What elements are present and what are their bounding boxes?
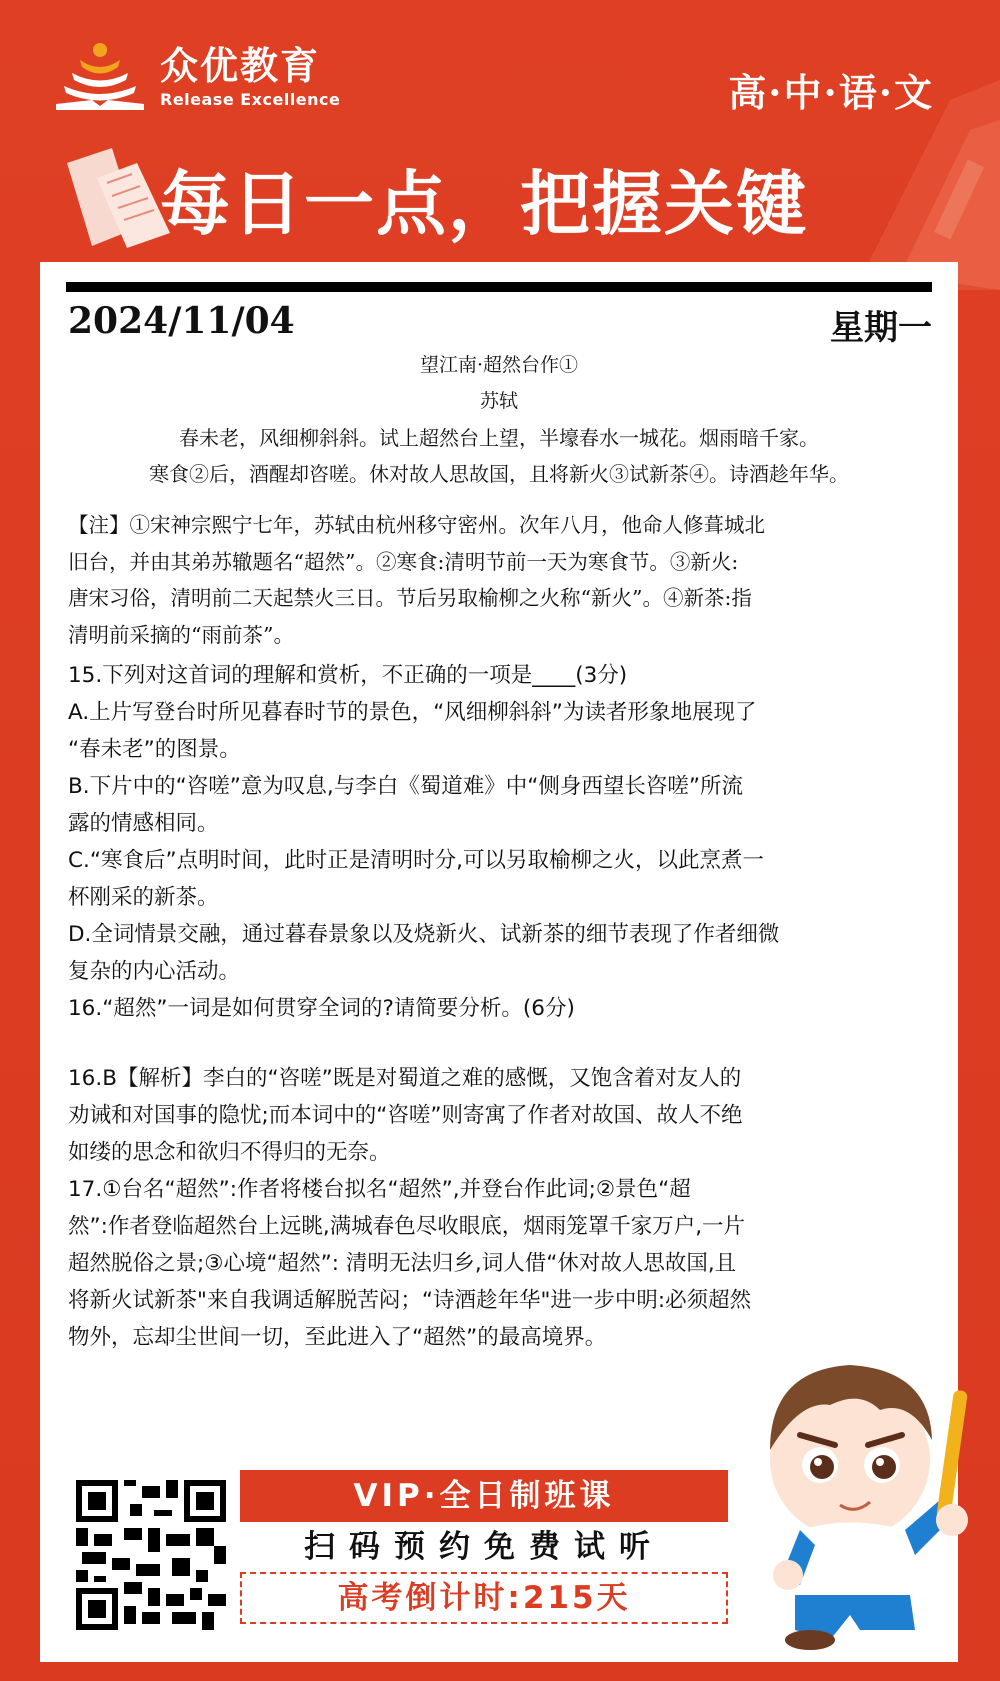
promo-vip-banner[interactable]: VIP·全日制班课 bbox=[240, 1470, 728, 1522]
promo-block bbox=[240, 1470, 728, 1624]
option-d: D.全词情景交融，通过暮春景象以及烧新火、试新茶的细节表现了作者细微 bbox=[68, 922, 780, 947]
option-c: C.“寒食后”点明时间，此时正是清明时分,可以另取榆柳之火，以此烹煮一 bbox=[68, 848, 764, 873]
answer-line: 劝诫和对国事的隐忧;而本词中的“咨嗟”则寄寓了作者对故国、故人不绝 bbox=[68, 1103, 743, 1128]
promo-trial-label: 扫码预约免费试听 bbox=[304, 1529, 664, 1565]
poem-line: 春未老，风细柳斜斜。试上超然台上望，半壕春水一城花。烟雨暗千家。 bbox=[179, 426, 819, 450]
option-b-cont: 露的情感相同。 bbox=[68, 811, 219, 836]
note-line: 旧台，并由其弟苏辙题名“超然”。②寒食:清明节前一天为寒食节。③新火: bbox=[68, 549, 739, 574]
brand-name-en: Release Excellence bbox=[160, 89, 341, 109]
brand-logo bbox=[52, 40, 340, 112]
answer-line: 超然脱俗之景;③心境“超然”: 清明无法归乡,词人借“休对故人思故国,且 bbox=[68, 1251, 737, 1276]
weekday-label: 星期一 bbox=[830, 308, 932, 348]
poem-author: 苏轼 bbox=[479, 390, 518, 412]
questions-section bbox=[68, 657, 932, 1027]
answer-line: 物外，忘却尘世间一切，至此进入了“超然”的最高境界。 bbox=[68, 1325, 607, 1350]
answer-line: 然”:作者登临超然台上远眺,满城春色尽收眼底，烟雨笼罩千家万户,一片 bbox=[68, 1214, 746, 1239]
logo-icon bbox=[52, 40, 148, 112]
answers-section bbox=[68, 1060, 932, 1356]
poem-title: 望江南·超然台作① bbox=[419, 354, 579, 376]
option-c-cont: 杯刚采的新茶。 bbox=[68, 885, 219, 910]
papers-icon bbox=[62, 148, 172, 248]
qr-code-icon[interactable] bbox=[76, 1480, 226, 1630]
date-label: 2024/11/04 bbox=[68, 300, 295, 342]
top-divider bbox=[66, 282, 932, 292]
option-b: B.下片中的“咨嗟”意为叹息,与李白《蜀道难》中“侧身西望长咨嗟”所流 bbox=[68, 774, 743, 799]
note-line: 唐宋习俗，清明前二天起禁火三日。节后另取榆柳之火称“新火”。④新茶:指 bbox=[68, 586, 752, 610]
slogan-title: 每日一点，把握关键 bbox=[160, 163, 808, 245]
note-line: 【注】①宋神宗熙宁七年，苏轼由杭州移守密州。次年八月，他命人修葺城北 bbox=[68, 513, 765, 537]
answer-line: 17.①台名“超然”:作者将楼台拟名“超然”,并登台作此词;②景色“超 bbox=[68, 1177, 691, 1202]
subject-label: 高·中·语·文 bbox=[728, 70, 934, 115]
poem-line: 寒食②后，酒醒却咨嗟。休对故人思故国，且将新火③试新茶④。诗酒趁年华。 bbox=[149, 462, 849, 486]
answer-line: 如缕的思念和欲归不得归的无奈。 bbox=[68, 1140, 391, 1165]
answer-line: 将新火试新茶"来自我调适解脱苦闷；“诗酒趁年华"进一步中明:必须超然 bbox=[68, 1288, 752, 1313]
exam-countdown: 高考倒计时:215天 bbox=[240, 1572, 728, 1624]
notes-section bbox=[68, 507, 932, 653]
answer-line: 16.B【解析】李白的“咨嗟”既是对蜀道之难的感慨，又饱含着对友人的 bbox=[68, 1066, 742, 1091]
note-line: 清明前采摘的“雨前茶”。 bbox=[68, 622, 294, 647]
question-line: 15.下列对这首词的理解和赏析，不正确的一项是____(3分) bbox=[68, 663, 628, 688]
mascot-boy-icon bbox=[740, 1330, 990, 1650]
brand-name-cn: 众优教育 bbox=[160, 43, 321, 88]
option-a: A.上片写登台时所见暮春时节的景色，“风细柳斜斜”为读者形象地展现了 bbox=[68, 700, 757, 725]
option-d-cont: 复杂的内心活动。 bbox=[68, 959, 241, 984]
option-a-cont: “春未老”的图景。 bbox=[68, 737, 241, 762]
question-16: 16.“超然”一词是如何贯穿全词的?请简要分析。(6分) bbox=[68, 996, 575, 1021]
